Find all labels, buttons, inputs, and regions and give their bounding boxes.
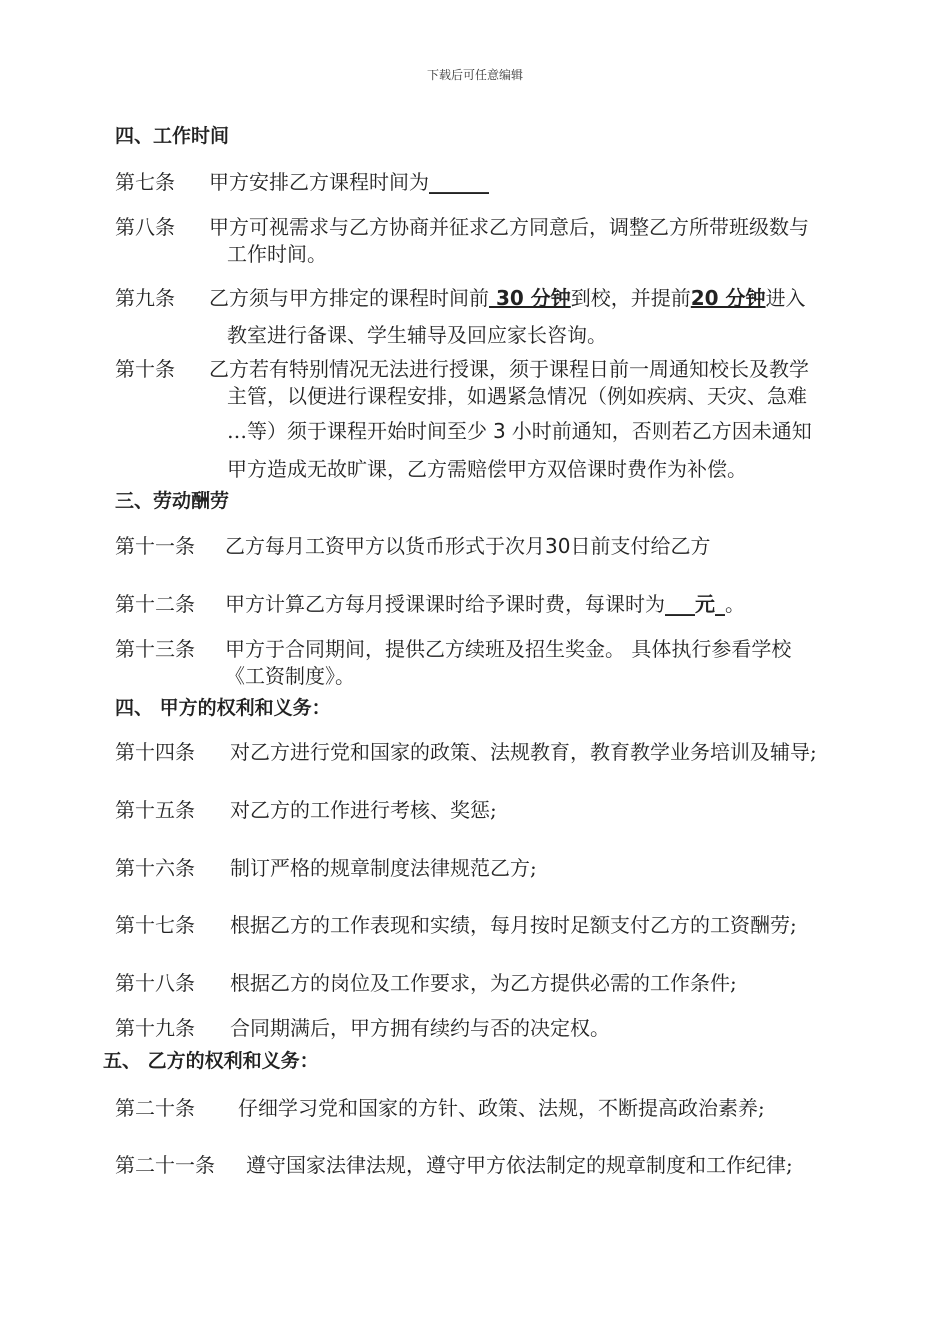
article-16 (115, 854, 537, 882)
section-title-work-time: 四、工作时间 (115, 125, 230, 147)
article-8 (115, 213, 809, 241)
article-label: 第十五条 (115, 798, 195, 822)
article-text: 乙方每月工资甲方以货币形式于次月 (225, 534, 545, 558)
article-label: 第十七条 (115, 913, 195, 937)
article-text: 对乙方的工作进行考核、奖惩; (230, 798, 497, 822)
article-8-line-2: 工作时间。 (227, 242, 327, 266)
article-15 (115, 796, 497, 824)
article-text: 仔细学习党和国家的方针、政策、法规，不断提高政治素养; (238, 1096, 765, 1120)
article-10-line-2: 主管，以便进行课程安排，如遇紧急情况（例如疾病、天灾、急难 (227, 384, 807, 408)
article-text: 小时前通知，否则若乙方因未通知 (511, 419, 812, 443)
article-text: 甲方于合同期间，提供乙方续班及招生奖金。 具体执行参看学校 (225, 637, 792, 661)
article-12 (115, 590, 745, 618)
article-label: 第十六条 (115, 856, 195, 880)
article-label: 第十三条 (115, 637, 195, 661)
article-text: 日前支付给乙方 (570, 534, 711, 558)
article-label: 第八条 (115, 215, 175, 239)
hourly-rate-blank: ___元_ (665, 592, 725, 616)
article-text: 甲方可视需求与乙方协商并征求乙方同意后，调整乙方所带班级数与 (209, 215, 809, 239)
article-label: 第十一条 (115, 534, 195, 558)
section-title-party-a-rights: 四、 甲方的权利和义务： (115, 697, 331, 719)
article-text: 甲方安排乙方课程时间为 (209, 170, 429, 194)
article-text: 合同期满后，甲方拥有续约与否的决定权。 (230, 1016, 610, 1040)
article-label: 第十八条 (115, 971, 195, 995)
article-label: 第七条 (115, 170, 175, 194)
pay-day: 30 (545, 534, 571, 558)
article-text: …等）须于课程开始时间至少 (227, 419, 487, 443)
article-9 (115, 284, 806, 312)
article-10-line-3 (227, 417, 812, 445)
page-header-note: 下载后可任意编辑 (426, 68, 523, 82)
article-13 (115, 635, 791, 663)
article-label: 第二十一条 (115, 1153, 215, 1177)
blank-field: ______ (429, 170, 489, 194)
article-label: 第十九条 (115, 1016, 195, 1040)
article-text: 制订严格的规章制度法律规范乙方; (230, 856, 537, 880)
section-title-remuneration: 三、劳动酬劳 (115, 490, 230, 512)
article-text: 遵守国家法律法规，遵守甲方依法制定的规章制度和工作纪律; (246, 1153, 793, 1177)
article-10-line-4: 甲方造成无故旷课，乙方需赔偿甲方双倍课时费作为补偿。 (227, 457, 747, 481)
article-text-post: 进入 (765, 286, 806, 310)
arrival-minutes: 30 分钟 (489, 286, 571, 310)
article-text: 乙方须与甲方排定的课程时间前 (209, 286, 489, 310)
article-text: 乙方若有特别情况无法进行授课，须于课程日前一周通知校长及教学 (209, 357, 809, 381)
prep-minutes: 20 分钟 (690, 286, 766, 310)
article-7 (115, 168, 489, 196)
article-label: 第十二条 (115, 592, 195, 616)
article-label: 第九条 (115, 286, 175, 310)
article-text: 根据乙方的工作表现和实绩，每月按时足额支付乙方的工资酬劳; (230, 913, 797, 937)
article-label: 第二十条 (115, 1096, 195, 1120)
article-20 (115, 1094, 765, 1122)
article-9-line-2: 教室进行备课、学生辅导及回应家长咨询。 (227, 323, 607, 347)
article-text: 根据乙方的岗位及工作要求，为乙方提供必需的工作条件; (230, 971, 737, 995)
article-14 (115, 738, 817, 766)
article-10 (115, 355, 809, 383)
article-text: 甲方计算乙方每月授课课时给予课时费，每课时为 (225, 592, 665, 616)
article-text-mid: 到校，并提前 (570, 286, 691, 310)
article-label: 第十四条 (115, 740, 195, 764)
article-11 (115, 532, 710, 560)
article-21 (115, 1151, 793, 1179)
article-18 (115, 969, 737, 997)
article-label: 第十条 (115, 357, 175, 381)
section-title-party-b-rights: 五、 乙方的权利和义务： (103, 1050, 319, 1072)
notice-hours: 3 (493, 419, 506, 443)
article-13-line-2: 《工资制度》。 (225, 664, 355, 688)
article-17 (115, 911, 797, 939)
article-text: 。 (725, 592, 745, 616)
article-text: 对乙方进行党和国家的政策、法规教育，教育教学业务培训及辅导; (230, 740, 817, 764)
article-19 (115, 1014, 610, 1042)
